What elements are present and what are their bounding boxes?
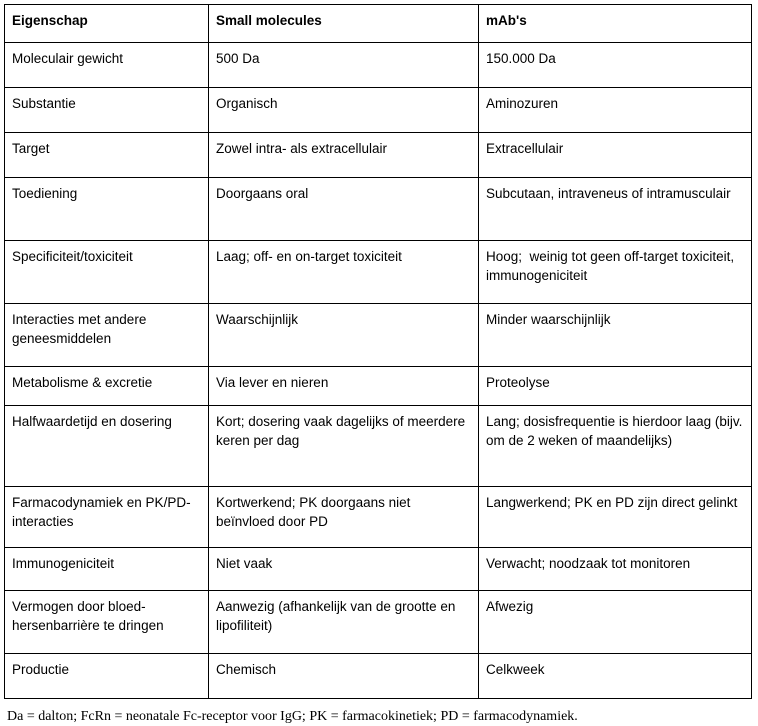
cell-feature: Vermogen door bloed-hersenbarrière te dringen — [5, 591, 209, 654]
table-row — [5, 43, 752, 88]
cell-small-molecules: Laag; off- en on-target toxiciteit — [209, 241, 479, 304]
cell-feature: Specificiteit/toxiciteit — [5, 241, 209, 304]
table-row — [5, 133, 752, 178]
cell-feature: Productie — [5, 654, 209, 699]
cell-mabs: Extracellulair — [479, 133, 752, 178]
cell-small-molecules: 500 Da — [209, 43, 479, 88]
table-row — [5, 241, 752, 304]
cell-small-molecules: Aanwezig (afhankelijk van de grootte en lipofiliteit) — [209, 591, 479, 654]
cell-feature: Target — [5, 133, 209, 178]
cell-feature: Substantie — [5, 88, 209, 133]
cell-feature: Halfwaardetijd en dosering — [5, 406, 209, 487]
cell-mabs: Subcutaan, intraveneus of intramusculair — [479, 178, 752, 241]
table-row — [5, 654, 752, 699]
cell-small-molecules: Doorgaans oral — [209, 178, 479, 241]
column-header-small-molecules: Small molecules — [209, 5, 479, 43]
column-header-feature: Eigenschap — [5, 5, 209, 43]
comparison-table — [4, 4, 752, 699]
table-header — [5, 5, 752, 43]
cell-mabs: Aminozuren — [479, 88, 752, 133]
table-footnote: Da = dalton; FcRn = neonatale Fc-receptor voor IgG; PK = farmacokinetiek; PD = farmacodynamiek. — [7, 709, 578, 724]
table-row — [5, 406, 752, 487]
table-row — [5, 88, 752, 133]
cell-mabs: Proteolyse — [479, 367, 752, 406]
table-row — [5, 178, 752, 241]
table-row — [5, 548, 752, 591]
column-header-mabs: mAb's — [479, 5, 752, 43]
cell-mabs: Lang; dosisfrequentie is hierdoor laag (bijv. om de 2 weken of maandelijks) — [479, 406, 752, 487]
cell-feature: Farmacodynamiek en PK/PD-interacties — [5, 487, 209, 548]
table-header-row — [5, 5, 752, 43]
cell-mabs: Minder waarschijnlijk — [479, 304, 752, 367]
cell-small-molecules: Zowel intra- als extracellulair — [209, 133, 479, 178]
cell-mabs: Celkweek — [479, 654, 752, 699]
cell-feature: Interacties met andere geneesmiddelen — [5, 304, 209, 367]
cell-small-molecules: Chemisch — [209, 654, 479, 699]
cell-mabs: Verwacht; noodzaak tot monitoren — [479, 548, 752, 591]
table-body — [5, 43, 752, 699]
cell-mabs: Langwerkend; PK en PD zijn direct gelinkt — [479, 487, 752, 548]
table-row — [5, 487, 752, 548]
table-row — [5, 304, 752, 367]
cell-small-molecules: Via lever en nieren — [209, 367, 479, 406]
cell-feature: Immunogeniciteit — [5, 548, 209, 591]
cell-feature: Metabolisme & excretie — [5, 367, 209, 406]
table-row — [5, 591, 752, 654]
cell-small-molecules: Niet vaak — [209, 548, 479, 591]
table-row — [5, 367, 752, 406]
cell-small-molecules: Organisch — [209, 88, 479, 133]
cell-small-molecules: Kortwerkend; PK doorgaans niet beïnvloed door PD — [209, 487, 479, 548]
cell-feature: Toediening — [5, 178, 209, 241]
cell-small-molecules: Kort; dosering vaak dagelijks of meerdere keren per dag — [209, 406, 479, 487]
cell-mabs: Hoog; weinig tot geen off-target toxiciteit, immunogeniciteit — [479, 241, 752, 304]
cell-feature: Moleculair gewicht — [5, 43, 209, 88]
cell-small-molecules: Waarschijnlijk — [209, 304, 479, 367]
cell-mabs: Afwezig — [479, 591, 752, 654]
cell-mabs: 150.000 Da — [479, 43, 752, 88]
